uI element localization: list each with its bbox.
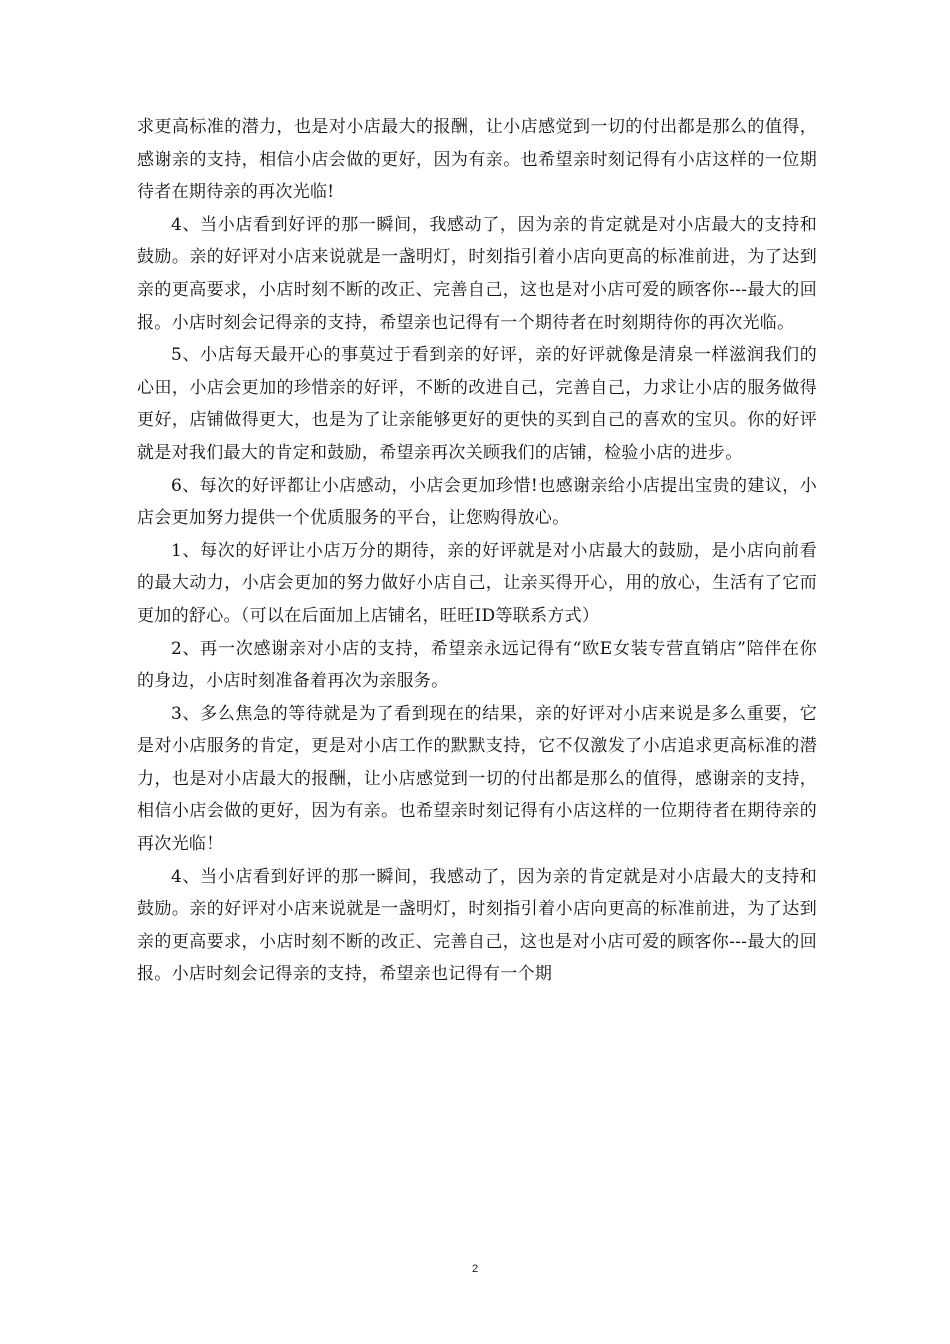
paragraph-item-5: 5、小店每天最开心的事莫过于看到亲的好评，亲的好评就像是清泉一样滋润我们的心田，小店会更加的珍惜亲的好评，不断的改进自己，完善自己，力求让小店的服务做得更好，店铺做得更大，也是为了让亲能够更好的更快的买到自己的喜欢的宝贝。你的好评就是对我们最大的肯定和鼓励，希望亲再次关顾我们的店铺，检验小店的进步。 <box>137 345 817 463</box>
paragraph-item-3: 3、多么焦急的等待就是为了看到现在的结果，亲的好评对小店来说是多么重要，它是对小店服务的肯定，更是对小店工作的默默支持，它不仅激发了小店追求更高标准的潜力，也是对小店最大的报酬，让小店感觉到一切的付出都是那么的值得，感谢亲的支持，相信小店会做的更好，因为有亲。也希望亲时刻记得有小店这样的一位期待者在期待亲的再次光临！ <box>137 703 817 855</box>
paragraph-item-4-repeat: 4、当小店看到好评的那一瞬间，我感动了，因为亲的肯定就是对小店最大的支持和鼓励。亲的好评对小店来说就是一盏明灯，时刻指引着小店向更高的标准前进，为了达到亲的更高要求，小店时刻不断的改正、完善自己，这也是对小店可爱的顾客你---最大的回报。小店时刻会记得亲的支持，希望亲也记得有一个期 <box>137 866 817 985</box>
paragraph-item-2: 2、再一次感谢亲对小店的支持，希望亲永远记得有“欧E女装专营直销店”陪伴在你的身边，小店时刻准备着再次为亲服务。 <box>137 638 817 692</box>
paragraph-item-6: 6、每次的好评都让小店感动，小店会更加珍惜!也感谢亲给小店提出宝贵的建议，小店会更加努力提供一个优质服务的平台，让您购得放心。 <box>137 475 817 529</box>
paragraph-item-1: 1、每次的好评让小店万分的期待，亲的好评就是对小店最大的鼓励，是小店向前看的最大动力，小店会更加的努力做好小店自己，让亲买得开心，用的放心，生活有了它而更加的舒心。（可以在后面加上店铺名，旺旺ID等联系方式） <box>137 540 817 626</box>
body-text <box>137 111 817 991</box>
page-number: 2 <box>471 1263 479 1275</box>
paragraph-item-4: 4、当小店看到好评的那一瞬间，我感动了，因为亲的肯定就是对小店最大的支持和鼓励。亲的好评对小店来说就是一盏明灯，时刻指引着小店向更高的标准前进，为了达到亲的更高要求，小店时刻不断的改正、完善自己，这也是对小店可爱的顾客你---最大的回报。小店时刻会记得亲的支持，希望亲也记得有一个期待者在时刻期待你的再次光临。 <box>137 214 817 333</box>
paragraph-continuation: 求更高标准的潜力，也是对小店最大的报酬，让小店感觉到一切的付出都是那么的值得，感谢亲的支持，相信小店会做的更好，因为有亲。也希望亲时刻记得有小店这样的一位期待者在期待亲的再次光临! <box>137 117 817 203</box>
